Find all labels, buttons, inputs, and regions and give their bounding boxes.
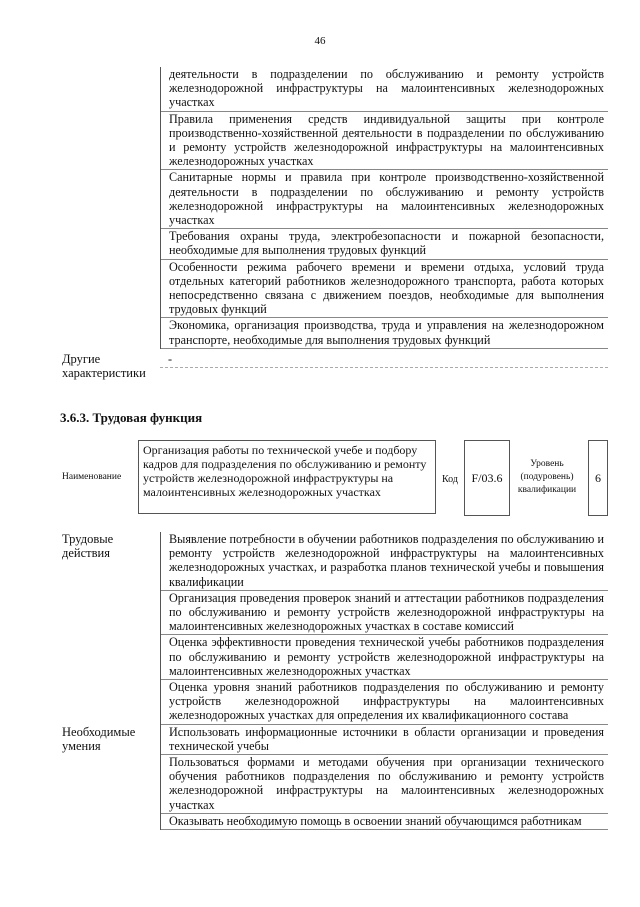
knowledge-item: Правила применения средств индивидуальной защиты при контроле производственно-хозяйственной деятельности в подразделении по обслуживанию и ремонту устройств железнодорожной инфраструктуры на малоинтенсивных железнодорожных участках [161, 112, 608, 171]
skills-row [60, 725, 608, 830]
knowledge-row [60, 67, 608, 349]
page-number: 46 [314, 35, 326, 47]
section-title: 3.6.3. Трудовая функция [60, 410, 203, 425]
skill-item: Оказывать необходимую помощь в освоении знаний обучающимся работникам [161, 814, 608, 830]
code-label: Код [442, 474, 458, 485]
other-characteristics-label: Другие характеристики [62, 351, 146, 380]
other-characteristics-value: - [160, 352, 608, 368]
empty-label-cell [60, 67, 160, 349]
action-item: Оценка уровня знаний работников подразделения по обслуживанию и ремонту устройств железнодорожной инфраструктуры на малоинтенсивных железнодорожных участках для определения их квалификационного состава [161, 680, 608, 725]
name-label: Наименование [62, 472, 122, 482]
action-item: Выявление потребности в обучении работников подразделения по обслуживанию и ремонту устройств железнодорожной инфраструктуры на малоинтенсивных железнодорожных участках, и разработка планов технической учебы и повышения квалификации [161, 532, 608, 591]
level-value: 6 [588, 440, 608, 516]
knowledge-table-continuation [60, 67, 608, 380]
knowledge-item: Требования охраны труда, электробезопасности и пожарной безопасности, необходимые для выполнения трудовых функций [161, 229, 608, 259]
knowledge-item: Санитарные нормы и правила при контроле производственно-хозяйственной деятельности в подразделении по обслуживанию и ремонту устройств железнодорожной инфраструктуры на малоинтенсивных железнодорожных участках [161, 170, 608, 229]
name-value: Организация работы по технической учебе и подбору кадров для подразделения по обслуживанию и ремонту устройств железнодорожной инфраструктуры на малоинтенсивных железнодорожных участках [138, 440, 436, 514]
skills-label: Необходимые умения [62, 724, 136, 753]
actions-label: Трудовые действия [62, 532, 114, 560]
level-label: Уровень (подуровень) квалификации [517, 459, 577, 495]
knowledge-item: деятельности в подразделении по обслуживанию и ремонту устройств железнодорожной инфраструктуры на малоинтенсивных железнодорожных участках [161, 67, 608, 112]
knowledge-item: Особенности режима рабочего времени и времени отдыха, условий труда отдельных категорий работников железнодорожного транспорта, работа которых непосредственно связана с движением поездов, необходимые для выполнения трудовых функций [161, 260, 608, 319]
knowledge-items [160, 67, 608, 349]
actions-items [160, 532, 608, 725]
other-characteristics-row [60, 352, 608, 380]
function-header [60, 440, 608, 516]
other-characteristics-value-cell [160, 352, 608, 380]
action-item: Оценка эффективности проведения технической учебы работников подразделения по обслуживанию и ремонту устройств железнодорожной инфраструктуры на малоинтенсивных железнодорожных участках [161, 635, 608, 680]
code-value: F/03.6 [464, 440, 510, 516]
skill-item: Использовать информационные источники в области организации и проведения технической учебы [161, 725, 608, 755]
actions-row [60, 532, 608, 725]
knowledge-item: Экономика, организация производства, труда и управления на железнодорожном транспорте, необходимые для выполнения трудовых функций [161, 318, 608, 348]
skills-items [160, 725, 608, 830]
action-item: Организация проведения проверок знаний и аттестации работников подразделения по обслуживанию и ремонту устройств железнодорожной инфраструктуры на малоинтенсивных железнодорожных участках в составе комиссий [161, 591, 608, 636]
skill-item: Пользоваться формами и методами обучения при организации технического обучения работников подразделения по обслуживанию и ремонту устройств железнодорожной инфраструктуры на малоинтенсивных железнодорожных участках [161, 755, 608, 814]
function-table [60, 532, 608, 830]
